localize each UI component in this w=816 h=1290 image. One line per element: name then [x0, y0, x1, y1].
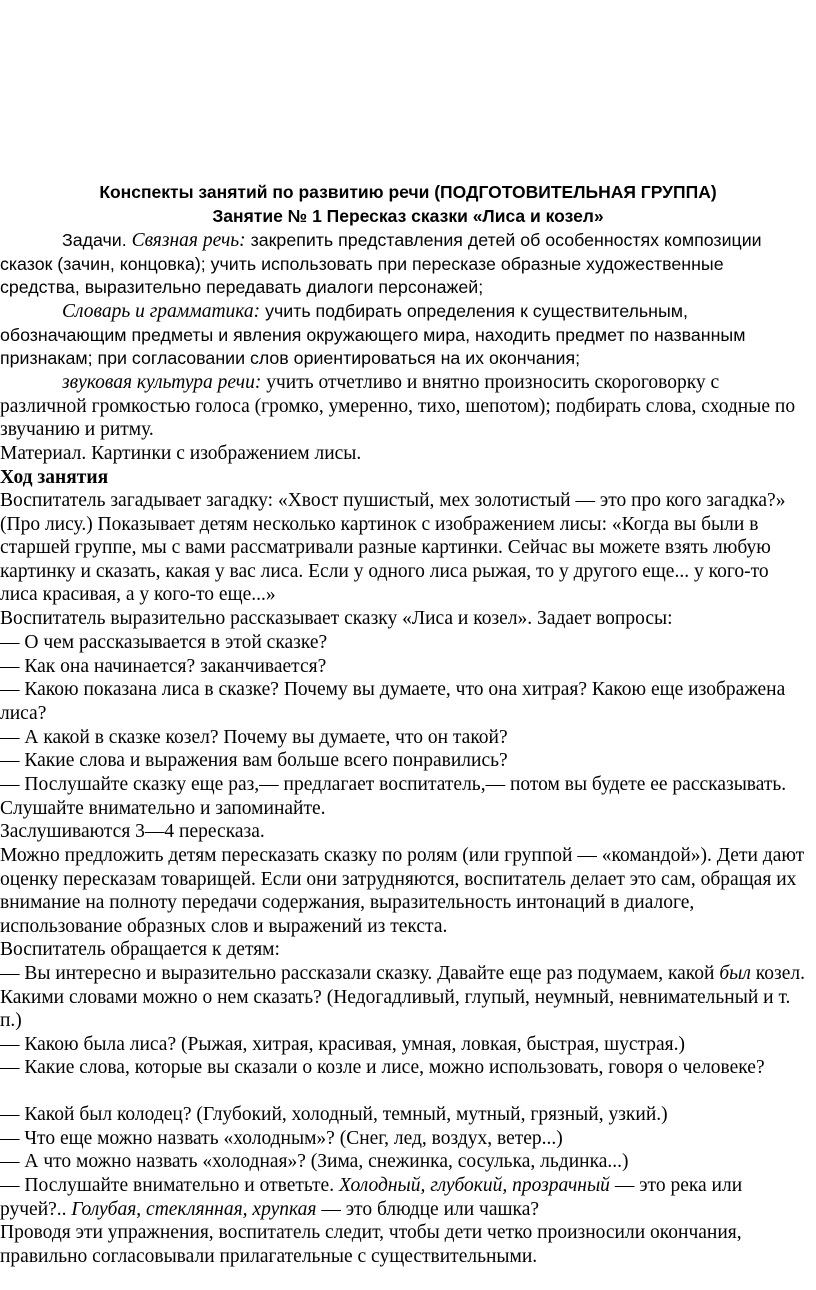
title-block: [0, 180, 816, 228]
sound-label: звуковая культура речи:: [62, 372, 262, 393]
story-paragraph: Воспитатель выразительно рассказывает сказку «Лиса и козел». Задает вопросы:: [0, 608, 673, 629]
tasks-label: Задачи.: [62, 230, 132, 250]
dialogue-1: [0, 962, 808, 1033]
dialogue-4: — Какой был колодец? (Глубокий, холодный, темный, мутный, грязный, узкий.): [0, 1104, 668, 1125]
dialogue-5: — Что еще можно назвать «холодным»? (Снег, лед, воздух, ветер...): [0, 1128, 563, 1149]
question-1: — О чем рассказывается в этой сказке?: [0, 632, 328, 653]
riddle-paragraph: Воспитатель загадывает загадку: «Хвост пушистый, мех золотистый — это про кого загадка?» (Про лису.) Показывает детям несколько картинок с изображением лисы: «Когда вы были в старшей группе, мы с вами рассматривали разные картинки. Сейчас вы можете взять любую картинку и сказать, какая у вас лиса. Если у одного лиса рыжая, то у другого еще... у кого-то лиса красивая, а у кого-то еще...»: [0, 490, 786, 606]
dialogue-3: — Какие слова, которые вы сказали о козле и лисе, можно использовать, говоря о человеке?: [0, 1057, 765, 1078]
retelling-count: Заслушиваются 3—4 пересказа.: [0, 821, 265, 842]
lesson-title: Занятие № 1 Пересказ сказки «Лиса и козел»: [212, 206, 604, 226]
dialogue-7-text-a: — Послушайте внимательно и ответьте.: [0, 1175, 339, 1196]
dialogue-7-italic-1: Холодный, глубокий, прозрачный: [338, 1175, 610, 1196]
dialogue-7-text-c: — это блюдце или чашка?: [316, 1198, 540, 1220]
tasks-speech-paragraph: [0, 229, 808, 300]
grammar-text: учить подбирать определения к существительным, обозначающим предметы и явления окружающего мира, находить предмет по названным признакам; при согласовании слов ориентироваться на их окончания;: [0, 301, 746, 369]
material-line: Материал. Картинки с изображением лисы.: [0, 443, 362, 464]
dialogue-1-text-a: — Вы интересно и выразительно рассказали сказку. Давайте еще раз подумаем, какой: [0, 963, 720, 984]
dialogue-2: — Какою была лиса? (Рыжая, хитрая, красивая, умная, ловкая, быстрая, шустрая.): [0, 1034, 686, 1055]
dialogue-6: — А что можно назвать «холодная»? (Зима, снежинка, сосулька, льдинка...): [0, 1151, 629, 1172]
question-2: — Как она начинается? заканчивается?: [0, 656, 327, 677]
dialogue-7-text-b: — это река или ручей?..: [0, 1175, 743, 1220]
dialogue-7-italic-2: Голубая, стеклянная, хрупкая: [71, 1198, 317, 1220]
question-3: — Какою показана лиса в сказке? Почему вы думаете, что она хитрая? Какою еще изображена лиса?: [0, 679, 786, 724]
tasks-grammar-paragraph: [0, 300, 808, 371]
question-5: — Какие слова и выражения вам больше всего понравились?: [0, 750, 508, 771]
document-title: Конспекты занятий по развитию речи (ПОДГОТОВИТЕЛЬНАЯ ГРУППА): [99, 182, 717, 202]
question-6: — Послушайте сказку еще раз,— предлагает воспитатель,— потом вы будете ее рассказывать. Слушайте внимательно и запоминайте.: [0, 774, 787, 819]
lesson-heading: Ход занятия: [0, 467, 109, 488]
dialogue-7: [0, 1174, 808, 1221]
question-4: — А какой в сказке козел? Почему вы думаете, что он такой?: [0, 727, 508, 748]
speech-label: Связная речь:: [131, 230, 246, 251]
dialogue-1-italic: был: [719, 963, 751, 984]
grammar-label: Словарь и грамматика:: [62, 301, 261, 322]
dialogue-1-text-b: козел. Какими словами можно о нем сказать? (Недогадливый, глупый, неумный, невнимательный и т. п.): [0, 963, 805, 1032]
speech-text: закрепить представления детей об особенностях композиции сказок (зачин, концовка); учить использовать при пересказе образные художественные средства, выразительно передавать диалоги персонажей;: [0, 230, 762, 298]
closing-paragraph: Проводя эти упражнения, воспитатель следит, чтобы дети четко произносили окончания, правильно согласовывали прилагательные с существительными.: [0, 1222, 742, 1267]
address-line: Воспитатель обращается к детям:: [0, 939, 280, 960]
roles-paragraph: Можно предложить детям пересказать сказку по ролям (или группой — «командой»). Дети дают оценку пересказам товарищей. Если они затрудняются, воспитатель делает это сам, обращая их внимание на полноту передачи содержания, выразительность интонаций в диалоге, использование образных слов и выражений из текста.: [0, 845, 805, 937]
sound-text: учить отчетливо и внятно произносить скороговорку с различной громкостью голоса (громко, умеренно, тихо, шепотом); подбирать слова, сходные по звучанию и ритму.: [0, 372, 796, 441]
tasks-sound-paragraph: [0, 371, 808, 442]
